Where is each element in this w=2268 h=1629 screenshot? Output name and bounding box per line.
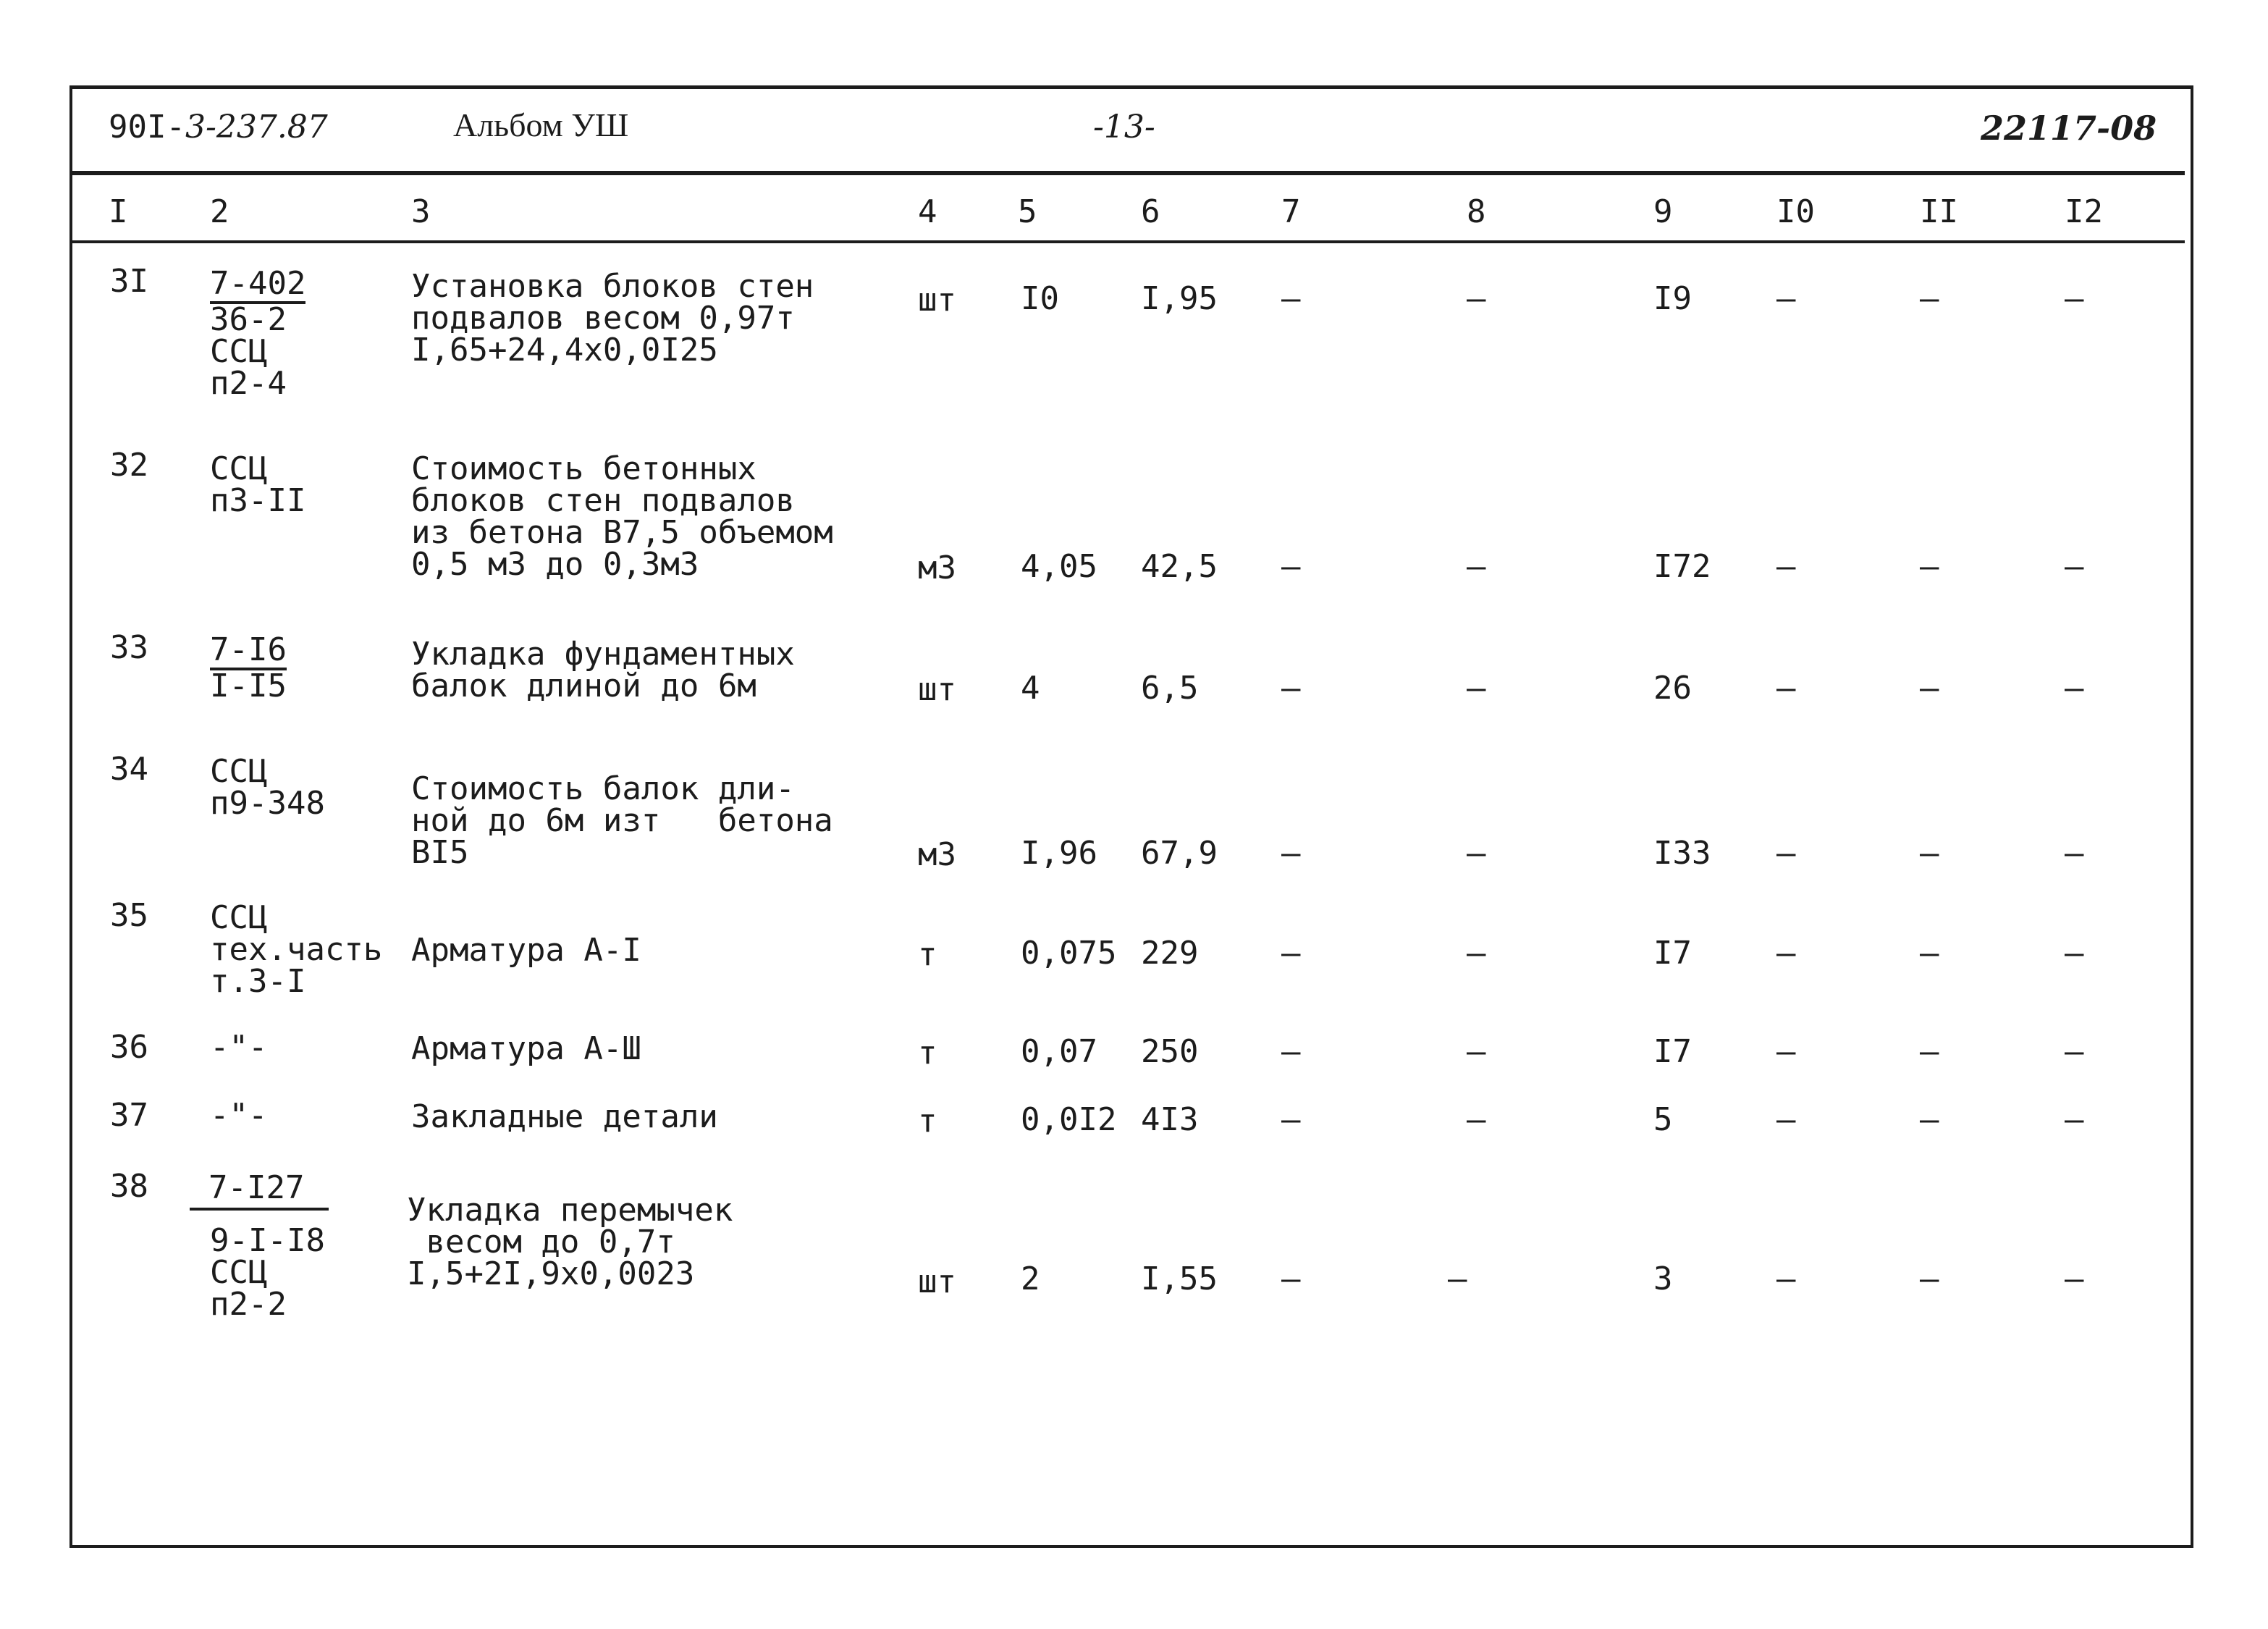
col-header-7: 7 bbox=[1281, 193, 1301, 230]
norm-reference: -"- bbox=[210, 1097, 268, 1134]
col-11-value: – bbox=[1920, 835, 1939, 872]
col-11-value: – bbox=[1920, 670, 1939, 707]
col-8-value: – bbox=[1467, 280, 1486, 317]
col-7-value: – bbox=[1281, 548, 1301, 585]
work-description: Укладка фундаментных балок длиной до 6м bbox=[411, 636, 795, 704]
row-number: 38 bbox=[110, 1168, 148, 1205]
document-code-handwritten: 3-237.87 bbox=[185, 109, 328, 146]
col-7-value: – bbox=[1281, 935, 1301, 972]
row-number: 32 bbox=[110, 447, 148, 484]
total-cost: I72 bbox=[1653, 548, 1711, 585]
unit: м3 bbox=[918, 550, 956, 586]
col-8-value: – bbox=[1448, 1260, 1467, 1297]
col-12-value: – bbox=[2065, 1260, 2084, 1297]
row-number: 37 bbox=[110, 1097, 148, 1134]
work-description: Укладка перемычек весом до 0,7т I,5+2I,9х0,0023 bbox=[407, 1192, 733, 1292]
col-12-value: – bbox=[2065, 670, 2084, 707]
col-header-4: 4 bbox=[918, 193, 937, 230]
col-12-value: – bbox=[2065, 1033, 2084, 1070]
total-cost: I9 bbox=[1653, 280, 1692, 317]
col-10-value: – bbox=[1776, 935, 1796, 972]
col-12-value: – bbox=[2065, 835, 2084, 872]
col-7-value: – bbox=[1281, 670, 1301, 707]
col-8-value: – bbox=[1467, 1101, 1486, 1138]
col-12-value: – bbox=[2065, 1101, 2084, 1138]
total-cost: 5 bbox=[1653, 1101, 1673, 1138]
unit: т bbox=[918, 936, 937, 973]
col-11-value: – bbox=[1920, 1101, 1939, 1138]
quantity: 2 bbox=[1021, 1260, 1040, 1297]
unit-cost: 250 bbox=[1141, 1033, 1199, 1070]
col-10-value: – bbox=[1776, 548, 1796, 585]
col-header-9: 9 bbox=[1653, 193, 1673, 230]
col-7-value: – bbox=[1281, 1260, 1301, 1297]
col-header-8: 8 bbox=[1467, 193, 1486, 230]
total-cost: 3 bbox=[1653, 1260, 1673, 1297]
total-cost: I7 bbox=[1653, 1033, 1692, 1070]
unit-cost: I,55 bbox=[1141, 1260, 1218, 1297]
col-8-value: – bbox=[1467, 548, 1486, 585]
work-description: Закладные детали bbox=[411, 1098, 718, 1135]
total-cost: I7 bbox=[1653, 935, 1692, 972]
unit-cost: 229 bbox=[1141, 935, 1199, 972]
norm-reference-top: 7-I27 bbox=[208, 1169, 305, 1206]
unit: шт bbox=[918, 282, 956, 319]
unit-cost: 4I3 bbox=[1141, 1101, 1199, 1138]
work-description: Арматура А-Ш bbox=[411, 1030, 641, 1067]
col-11-value: – bbox=[1920, 1260, 1939, 1297]
norm-reference: ССЦ п3-II bbox=[210, 450, 306, 519]
work-description: Стоимость бетонных блоков стен подвалов из бетона В7,5 объемом 0,5 м3 до 0,3м3 bbox=[411, 450, 833, 583]
row-number: 35 bbox=[110, 897, 148, 934]
norm-reference: 7-402 36-2 ССЦ п2-4 bbox=[210, 265, 306, 402]
norm-reference: -"- bbox=[210, 1029, 268, 1066]
norm-reference: ССЦ тех.часть т.3-I bbox=[210, 899, 383, 1000]
header-rule bbox=[72, 171, 2185, 175]
unit-cost: 67,9 bbox=[1141, 835, 1218, 872]
row-number: 36 bbox=[110, 1029, 148, 1066]
col-11-value: – bbox=[1920, 548, 1939, 585]
quantity: 4,05 bbox=[1021, 548, 1097, 585]
col-7-value: – bbox=[1281, 1033, 1301, 1070]
norm-reference: 7-I6 I-I5 bbox=[210, 631, 287, 704]
col-10-value: – bbox=[1776, 1260, 1796, 1297]
document-number: 22117-08 bbox=[1981, 109, 2157, 148]
col-7-value: – bbox=[1281, 1101, 1301, 1138]
col-11-value: – bbox=[1920, 935, 1939, 972]
col-12-value: – bbox=[2065, 935, 2084, 972]
unit-cost: 42,5 bbox=[1141, 548, 1218, 585]
album-title: Альбом УШ bbox=[453, 106, 629, 143]
unit-cost: 6,5 bbox=[1141, 670, 1199, 707]
col-10-value: – bbox=[1776, 1033, 1796, 1070]
norm-reference: ССЦ п9-348 bbox=[210, 753, 325, 822]
col-8-value: – bbox=[1467, 835, 1486, 872]
quantity: 0,0I2 bbox=[1021, 1101, 1117, 1138]
unit: м3 bbox=[918, 836, 956, 873]
quantity: I,96 bbox=[1021, 835, 1097, 872]
col-10-value: – bbox=[1776, 280, 1796, 317]
quantity: I0 bbox=[1021, 280, 1059, 317]
col-header-12: I2 bbox=[2065, 193, 2103, 230]
col-8-value: – bbox=[1467, 1033, 1486, 1070]
norm-reference: 9-I-I8 ССЦ п2-2 bbox=[210, 1222, 325, 1323]
quantity: 0,075 bbox=[1021, 935, 1117, 972]
col-12-value: – bbox=[2065, 280, 2084, 317]
total-cost: 26 bbox=[1653, 670, 1692, 707]
unit-cost: I,95 bbox=[1141, 280, 1218, 317]
col-11-value: – bbox=[1920, 280, 1939, 317]
unit: шт bbox=[918, 1263, 956, 1300]
col-header-6: 6 bbox=[1141, 193, 1160, 230]
document-code: 90I-3-237.87 bbox=[109, 109, 328, 146]
col-header-2: 2 bbox=[210, 193, 229, 230]
col-10-value: – bbox=[1776, 835, 1796, 872]
unit: т bbox=[918, 1035, 937, 1072]
col-10-value: – bbox=[1776, 1101, 1796, 1138]
work-description: Арматура А-I bbox=[411, 932, 641, 969]
col-header-3: 3 bbox=[411, 193, 431, 230]
col-8-value: – bbox=[1467, 935, 1486, 972]
fraction-line bbox=[190, 1208, 329, 1211]
col-11-value: – bbox=[1920, 1033, 1939, 1070]
quantity: 4 bbox=[1021, 670, 1040, 707]
col-12-value: – bbox=[2065, 548, 2084, 585]
col-7-value: – bbox=[1281, 835, 1301, 872]
column-header-rule bbox=[72, 240, 2185, 243]
unit: т bbox=[918, 1103, 937, 1140]
col-8-value: – bbox=[1467, 670, 1486, 707]
col-header-11: II bbox=[1920, 193, 1958, 230]
col-7-value: – bbox=[1281, 280, 1301, 317]
total-cost: I33 bbox=[1653, 835, 1711, 872]
col-header-1: I bbox=[109, 193, 128, 230]
col-10-value: – bbox=[1776, 670, 1796, 707]
row-number: 34 bbox=[110, 751, 148, 788]
quantity: 0,07 bbox=[1021, 1033, 1097, 1070]
work-description: Установка блоков стен подвалов весом 0,97т I,65+24,4х0,0I25 bbox=[411, 268, 814, 369]
row-number: 33 bbox=[110, 629, 148, 666]
page-number: -13- bbox=[1093, 109, 1155, 146]
col-header-10: I0 bbox=[1776, 193, 1815, 230]
row-number: 3I bbox=[110, 263, 148, 300]
work-description: Стоимость балок дли- ной до 6м изт бетона ВI5 bbox=[411, 770, 833, 871]
unit: шт bbox=[918, 671, 956, 708]
document-frame bbox=[69, 85, 2193, 1548]
col-header-5: 5 bbox=[1018, 193, 1037, 230]
